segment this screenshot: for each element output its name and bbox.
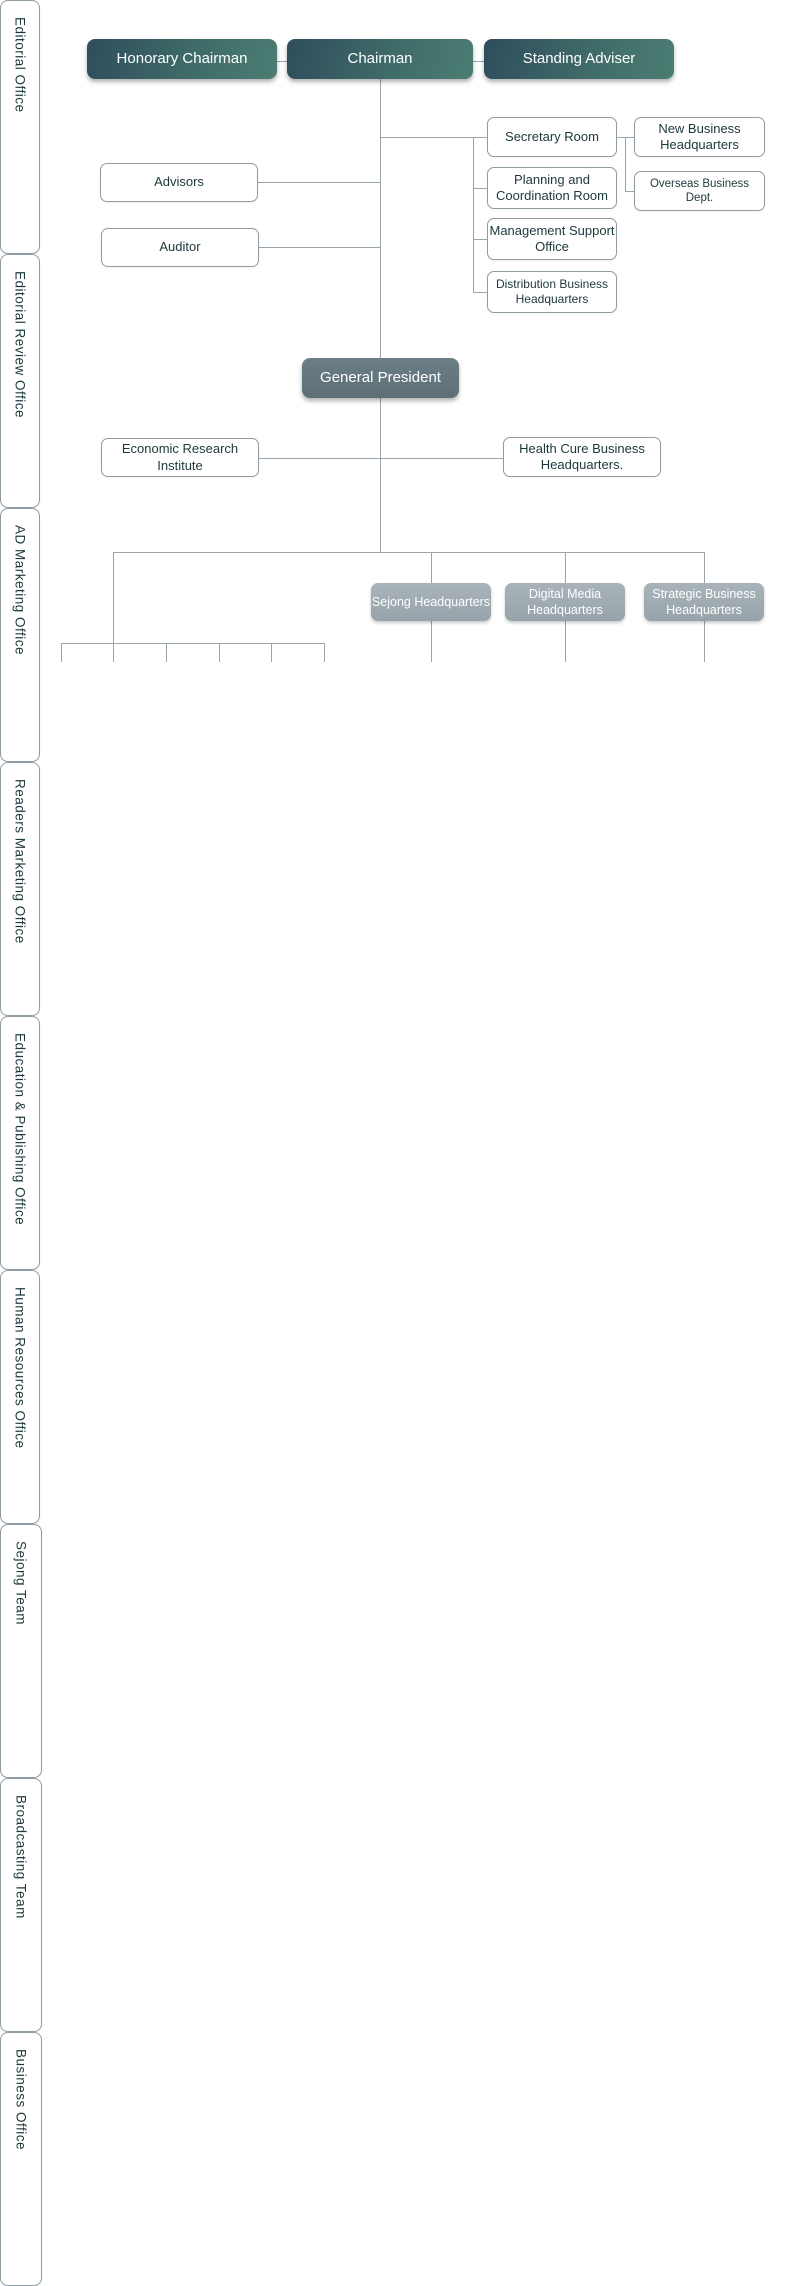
node-chairman: Chairman xyxy=(287,39,473,79)
node-editorial-office: Editorial Office xyxy=(0,0,40,254)
connector-line xyxy=(473,292,487,293)
node-management-support-office: Management Support Office xyxy=(487,218,617,260)
connector-line xyxy=(219,643,220,662)
connector-line xyxy=(61,643,325,644)
connector-line xyxy=(704,552,705,583)
node-overseas-business-dept: Overseas Business Dept. xyxy=(634,171,765,211)
connector-line xyxy=(473,61,484,62)
connector-line xyxy=(113,552,114,643)
node-sejong-team: Sejong Team xyxy=(0,1524,42,1778)
connector-line xyxy=(473,188,487,189)
connector-line xyxy=(565,621,566,662)
node-broadcasting-team: Broadcasting Team xyxy=(0,1778,42,2032)
node-secretary-room: Secretary Room xyxy=(487,117,617,157)
node-ad-marketing-office: AD Marketing Office xyxy=(0,508,40,762)
connector-line xyxy=(324,643,325,662)
connector-line xyxy=(113,552,705,553)
node-editorial-review-office: Editorial Review Office xyxy=(0,254,40,508)
connector-line xyxy=(277,61,287,62)
connector-line xyxy=(113,643,114,662)
connector-line xyxy=(380,79,381,358)
connector-line xyxy=(61,643,62,662)
node-digital-media-headquarters: Digital Media Headquarters xyxy=(505,583,625,621)
node-advisors: Advisors xyxy=(100,163,258,202)
connector-line xyxy=(258,182,381,183)
connector-line xyxy=(704,621,705,662)
connector-line xyxy=(259,247,381,248)
node-general-president: General President xyxy=(302,358,459,398)
connector-line xyxy=(431,621,432,662)
node-sejong-headquarters: Sejong Headquarters xyxy=(371,583,491,621)
connector-line xyxy=(380,398,381,553)
node-strategic-business-headquarters: Strategic Business Headquarters xyxy=(644,583,764,621)
node-standing-adviser: Standing Adviser xyxy=(484,39,674,79)
node-honorary-chairman: Honorary Chairman xyxy=(87,39,277,79)
node-new-business-headquarters: New Business Headquarters xyxy=(634,117,765,157)
connector-line xyxy=(473,239,487,240)
connector-line xyxy=(381,137,487,138)
connector-line xyxy=(271,643,272,662)
connector-line xyxy=(431,552,432,583)
connector-line xyxy=(473,137,474,292)
node-health-cure-business-headquarters: Health Cure Business Headquarters. xyxy=(503,437,661,477)
node-distribution-business-headquarters: Distribution Business Headquarters xyxy=(487,271,617,313)
node-readers-marketing-office: Readers Marketing Office xyxy=(0,762,40,1016)
connector-line xyxy=(259,458,503,459)
node-human-resources-office: Human Resources Office xyxy=(0,1270,40,1524)
node-planning-coordination-room: Planning and Coordination Room xyxy=(487,167,617,209)
node-business-office: Business Office xyxy=(0,2032,42,2286)
connector-line xyxy=(565,552,566,583)
node-auditor: Auditor xyxy=(101,228,259,267)
node-education-publishing-office: Education & Publishing Office xyxy=(0,1016,40,1270)
node-economic-research-institute: Economic Research Institute xyxy=(101,438,259,477)
connector-line xyxy=(625,191,634,192)
connector-line xyxy=(625,137,626,192)
connector-line xyxy=(166,643,167,662)
